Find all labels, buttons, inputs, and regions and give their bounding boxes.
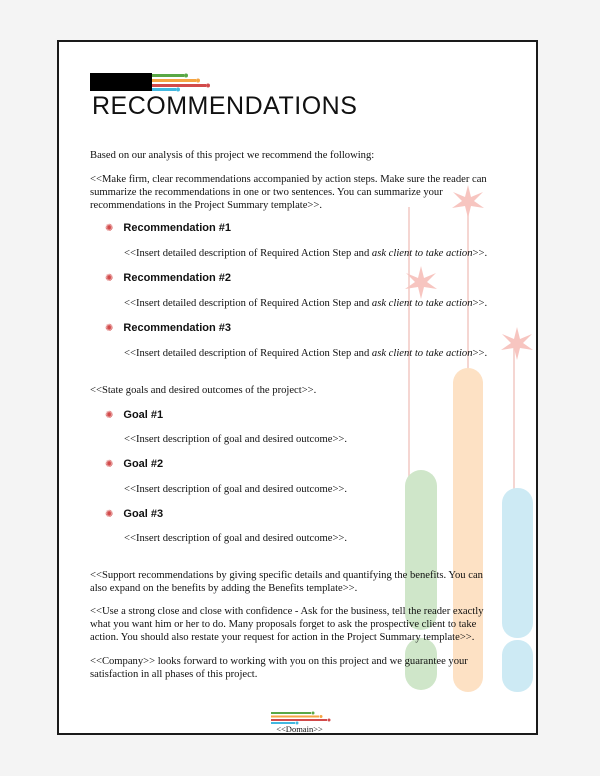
recommendation-description: <<Insert detailed description of Required Action Step and ask client to take action>>. xyxy=(124,348,488,359)
goal-description: <<Insert description of goal and desired outcome>>. xyxy=(124,484,348,495)
footer-domain: <<Domain>> xyxy=(276,724,323,734)
goal-heading: ✺ Goal #3 xyxy=(105,508,164,520)
bullet-star-icon: ✺ xyxy=(105,459,114,470)
bullet-star-icon: ✺ xyxy=(105,410,114,421)
footer-logo-icon xyxy=(271,711,335,725)
intro-text: Based on our analysis of this project we recommend the following: xyxy=(90,150,375,161)
recommendation-heading: ✺ Recommendation #1 xyxy=(105,222,231,234)
header-logo-icon xyxy=(90,71,220,93)
recommendation-description: <<Insert detailed description of Required Action Step and ask client to take action>>. xyxy=(124,248,488,259)
goal-heading: ✺ Goal #2 xyxy=(105,458,164,470)
recommendation-description: <<Insert detailed description of Required Action Step and ask client to take action>>. xyxy=(124,298,488,309)
page-title: RECOMMENDATIONS xyxy=(92,92,358,120)
bullet-star-icon: ✺ xyxy=(105,323,114,334)
document-page xyxy=(57,40,538,735)
support-paragraph: <<Support recommendations by giving specific details and quantifying the benefits. You can also expand on the benefits by adding the Benefits template>>. xyxy=(90,570,483,594)
recommendation-heading: ✺ Recommendation #2 xyxy=(105,272,231,284)
goal-heading: ✺ Goal #1 xyxy=(105,409,164,421)
close-paragraph: <<Use a strong close and close with confidence - Ask for the business, tell the reader exactly what you want him or her to do. Many proposals forget to ask the prospective client to take action. You should also restate your request for action in the Project Summary template>>. xyxy=(90,606,484,643)
recommendation-heading: ✺ Recommendation #3 xyxy=(105,322,231,334)
company-paragraph: <<Company>> looks forward to working with you on this project and we guarantee your satisfaction in all phases of this project. xyxy=(90,656,468,680)
bullet-star-icon: ✺ xyxy=(105,509,114,520)
goal-description: <<Insert description of goal and desired outcome>>. xyxy=(124,434,348,445)
goal-description: <<Insert description of goal and desired outcome>>. xyxy=(124,533,348,544)
goals-intro-text: <<State goals and desired outcomes of the project>>. xyxy=(90,385,317,396)
bullet-star-icon: ✺ xyxy=(105,273,114,284)
instructions-text: <<Make firm, clear recommendations accompanied by action steps. Make sure the reader can summarize the recommendations in one or two sentences. You can summarize your recommendations in the Project Summary template>>. xyxy=(90,174,487,211)
bullet-star-icon: ✺ xyxy=(105,223,114,234)
